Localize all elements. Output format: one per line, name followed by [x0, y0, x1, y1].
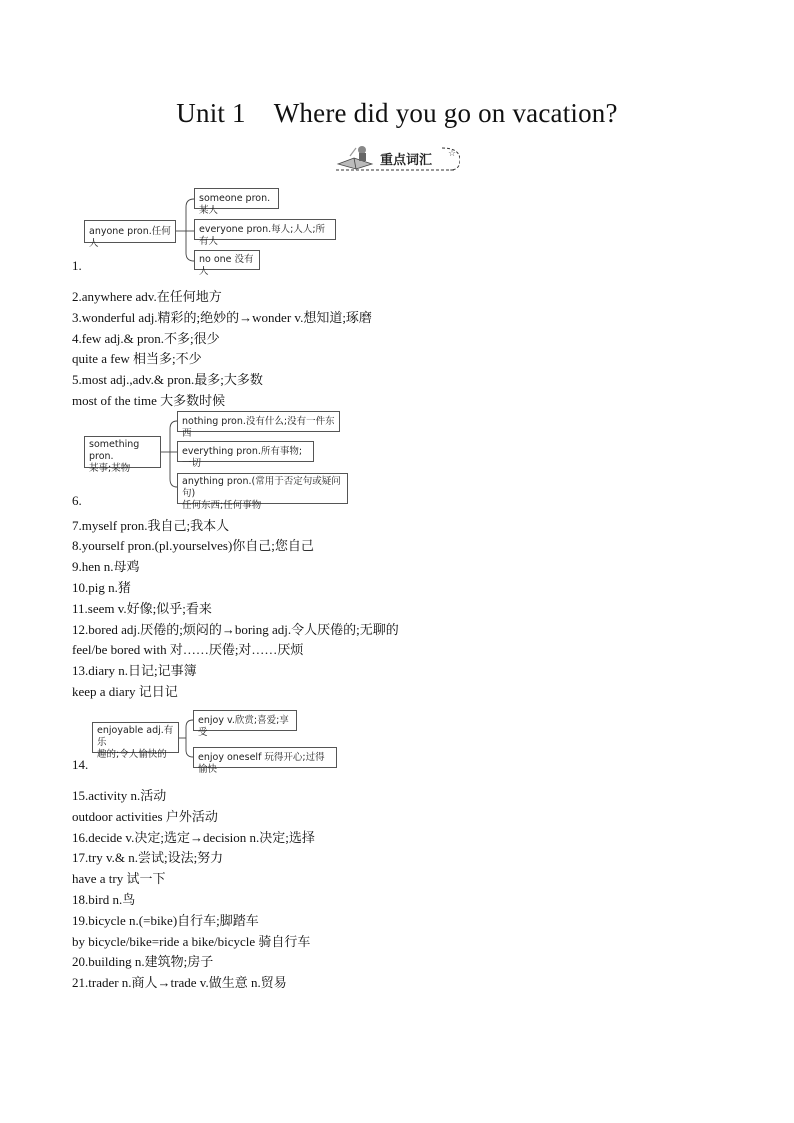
mindmap-child-enjoy-oneself: enjoy oneself 玩得开心;过得愉快: [193, 747, 337, 768]
vocab-line: by bicycle/bike=ride a bike/bicycle 骑自行车: [72, 934, 311, 949]
vocab-line: 17.try v.& n.尝试;设法;努力: [72, 850, 224, 865]
vocab-line: 3.wonderful adj.精彩的;绝妙的→wonder v.想知道;琢磨: [72, 310, 372, 325]
mindmap-child-nothing: nothing pron.没有什么;没有一件东西: [177, 411, 340, 432]
root-line: 某事;某物: [89, 463, 131, 474]
vocab-line: 12.bored adj.厌倦的;烦闷的→boring adj.令人厌倦的;无聊的: [72, 622, 399, 637]
vocab-line: 21.trader n.商人→trade v.做生意 n.贸易: [72, 975, 287, 990]
section-badge: [332, 142, 460, 174]
vocab-line: 2.anywhere adv.在任何地方: [72, 289, 222, 304]
root-line: 趣的;令人愉快的: [97, 749, 167, 760]
vocab-line: 10.pig n.猪: [72, 580, 131, 595]
vocab-line: 15.activity n.活动: [72, 788, 167, 803]
svg-text:☆: ☆: [448, 149, 457, 159]
vocab-line: outdoor activities 户外活动: [72, 809, 218, 824]
vocab-line: 8.yourself pron.(pl.yourselves)你自己;您自己: [72, 538, 314, 553]
mindmap-child-anything: [177, 473, 348, 511]
mindmap-child-no-one: no one 没有人: [194, 250, 260, 270]
mindmap-child-everyone: everyone pron.每人;人人;所有人: [194, 219, 336, 240]
vocab-line: 4.few adj.& pron.不多;很少: [72, 331, 220, 346]
unit-label: Unit 1: [176, 98, 246, 128]
vocab-line: 19.bicycle n.(=bike)自行车;脚踏车: [72, 913, 259, 928]
root-line: enjoyable adj.有乐: [97, 725, 174, 748]
root-line: something pron.: [89, 439, 140, 462]
vocab-line: quite a few 相当多;不少: [72, 351, 202, 366]
section-label: 重点词汇: [380, 153, 433, 168]
mindmap-child-everything: everything pron.所有事物;一切: [177, 441, 314, 462]
vocab-line: have a try 试一下: [72, 871, 166, 886]
vocab-line: 16.decide v.决定;选定→decision n.决定;选择: [72, 830, 315, 845]
vocab-line: 9.hen n.母鸡: [72, 559, 140, 574]
vocab-line: 20.building n.建筑物;房子: [72, 954, 214, 969]
mindmap-root-enjoyable: [92, 722, 179, 760]
vocab-line: keep a diary 记日记: [72, 684, 178, 699]
vocab-line: feel/be bored with 对……厌倦;对……厌烦: [72, 642, 304, 657]
vocab-line: 11.seem v.好像;似乎;看来: [72, 601, 212, 616]
page-title: [0, 98, 794, 129]
vocab-line: 5.most adj.,adv.& pron.最多;大多数: [72, 372, 263, 387]
mindmap-root-anyone: anyone pron.任何人: [84, 220, 176, 243]
vocab-line: 13.diary n.日记;记事簿: [72, 663, 197, 678]
child-line: anything pron.(常用于否定句或疑问句): [182, 476, 341, 499]
mindmap-root-something: [84, 436, 161, 474]
vocab-line: 18.bird n.鸟: [72, 892, 136, 907]
item-number-6: 6.: [72, 493, 82, 508]
vocab-line: 7.myself pron.我自己;我本人: [72, 518, 230, 533]
item-number-1: 1.: [72, 258, 82, 273]
mindmap-child-enjoy: enjoy v.欣赏;喜爱;享受: [193, 710, 297, 731]
vocab-line: most of the time 大多数时候: [72, 393, 226, 408]
item-number-14: 14.: [72, 757, 89, 772]
child-line: 任何东西;任何事物: [182, 500, 262, 511]
mindmap-child-someone: someone pron.某人: [194, 188, 279, 209]
unit-title: Where did you go on vacation?: [273, 98, 618, 128]
